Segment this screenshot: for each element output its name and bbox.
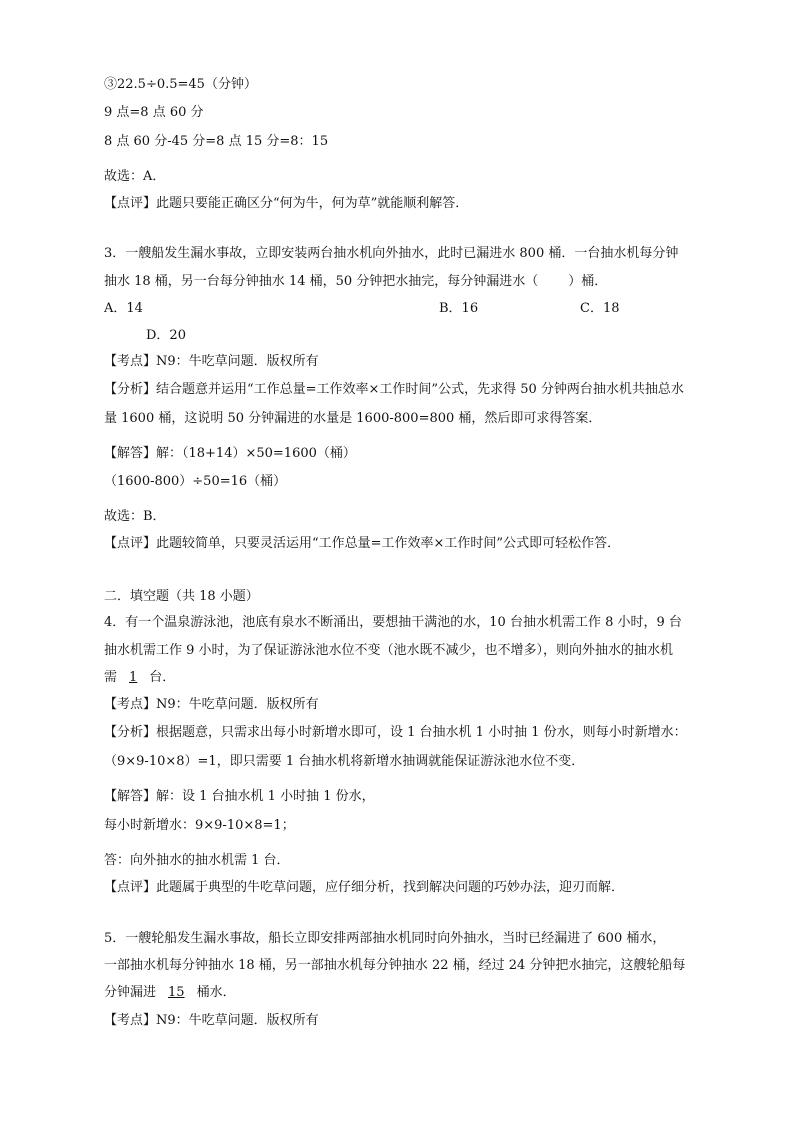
question-3-stem: 抽水 18 桶，另一台每分钟抽水 14 桶，50 分钟把水抽完，每分钟漏进水（ ）桶． [104, 274, 608, 289]
question-5-stem: 一部抽水机每分钟抽水 18 桶，另一部抽水机每分钟抽水 22 桶，经过 24 分钟把水抽完，这艘轮船每 [104, 958, 686, 973]
kaodian-line: 【考点】N9：牛吃草问题．版权所有 [104, 354, 319, 369]
option-b: B．16 [439, 301, 479, 316]
solution-line: ③22.5÷0.5=45（分钟） [104, 77, 257, 92]
option-d: D．20 [146, 328, 186, 343]
analysis-line: （9×9-10×8）=1，即只需要 1 台抽水机将新增水抽调就能保证游泳池水位不变． [104, 754, 585, 769]
analysis-line: 【分析】结合题意并运用“工作总量=工作效率×工作时间”公式，先求得 50 分钟两台抽水机共抽总水 [104, 382, 684, 397]
solution-line: 每小时新增水：9×9-10×8=1； [104, 818, 295, 833]
solution-line: 9 点=8 点 60 分 [104, 105, 204, 120]
solution-line: （1600-800）÷50=16（桶） [104, 474, 287, 489]
option-c: C．18 [580, 301, 620, 316]
question-4-stem: 需 1 台． [104, 670, 176, 685]
filled-answer: 15 [168, 985, 185, 1000]
question-5-stem: 分钟漏进 15 桶水． [104, 985, 236, 1000]
option-a: A．14 [104, 301, 143, 316]
question-3-stem: 3．一艘船发生漏水事故，立即安装两台抽水机向外抽水，此时已漏进水 800 桶．一台抽水机每分钟 [104, 246, 679, 261]
kaodian-line: 【考点】N9：牛吃草问题．版权所有 [104, 697, 319, 712]
solution-line: 答：向外抽水的抽水机需 1 台． [104, 853, 290, 868]
section-heading: 二．填空题（共 18 小题） [104, 589, 259, 604]
comment-line: 【点评】此题只要能正确区分“何为牛，何为草”就能顺利解答． [104, 196, 469, 211]
analysis-line: 量 1600 桶，这说明 50 分钟漏进的水量是 1600-800=800 桶，然后即可求得答案． [104, 411, 602, 426]
question-4-stem: 4．有一个温泉游泳池，池底有泉水不断涌出，要想抽干满池的水，10 台抽水机需工作 8 小时，9 台 [104, 615, 682, 630]
solution-line: 【解答】解：（18+14）×50=1600（桶） [104, 446, 356, 461]
comment-line: 【点评】此题属于典型的牛吃草问题，应仔细分析，找到解决问题的巧妙办法，迎刃而解． [104, 880, 625, 895]
answer-choice-line: 故选：A． [104, 169, 166, 184]
question-5-stem: 5．一艘轮船发生漏水事故，船长立即安排两部抽水机同时向外抽水，当时已经漏进了 600 桶水， [104, 931, 666, 946]
analysis-line: 【分析】根据题意，只需求出每小时新增水即可，设 1 台抽水机 1 小时抽 1 份水，则每小时新增水： [104, 725, 687, 740]
solution-line: 【解答】解：设 1 台抽水机 1 小时抽 1 份水， [104, 789, 375, 804]
question-4-stem: 抽水机需工作 9 小时，为了保证游泳池水位不变（池水既不减少，也不增多），则向外抽水的抽水机 [104, 643, 674, 658]
solution-line: 8 点 60 分-45 分=8 点 15 分=8：15 [104, 134, 329, 149]
answer-choice-line: 故选：B． [104, 509, 166, 524]
comment-line: 【点评】此题较简单，只要灵活运用“工作总量=工作效率×工作时间”公式即可轻松作答． [104, 536, 621, 551]
filled-answer: 1 [129, 670, 138, 685]
kaodian-line: 【考点】N9：牛吃草问题．版权所有 [104, 1013, 319, 1028]
